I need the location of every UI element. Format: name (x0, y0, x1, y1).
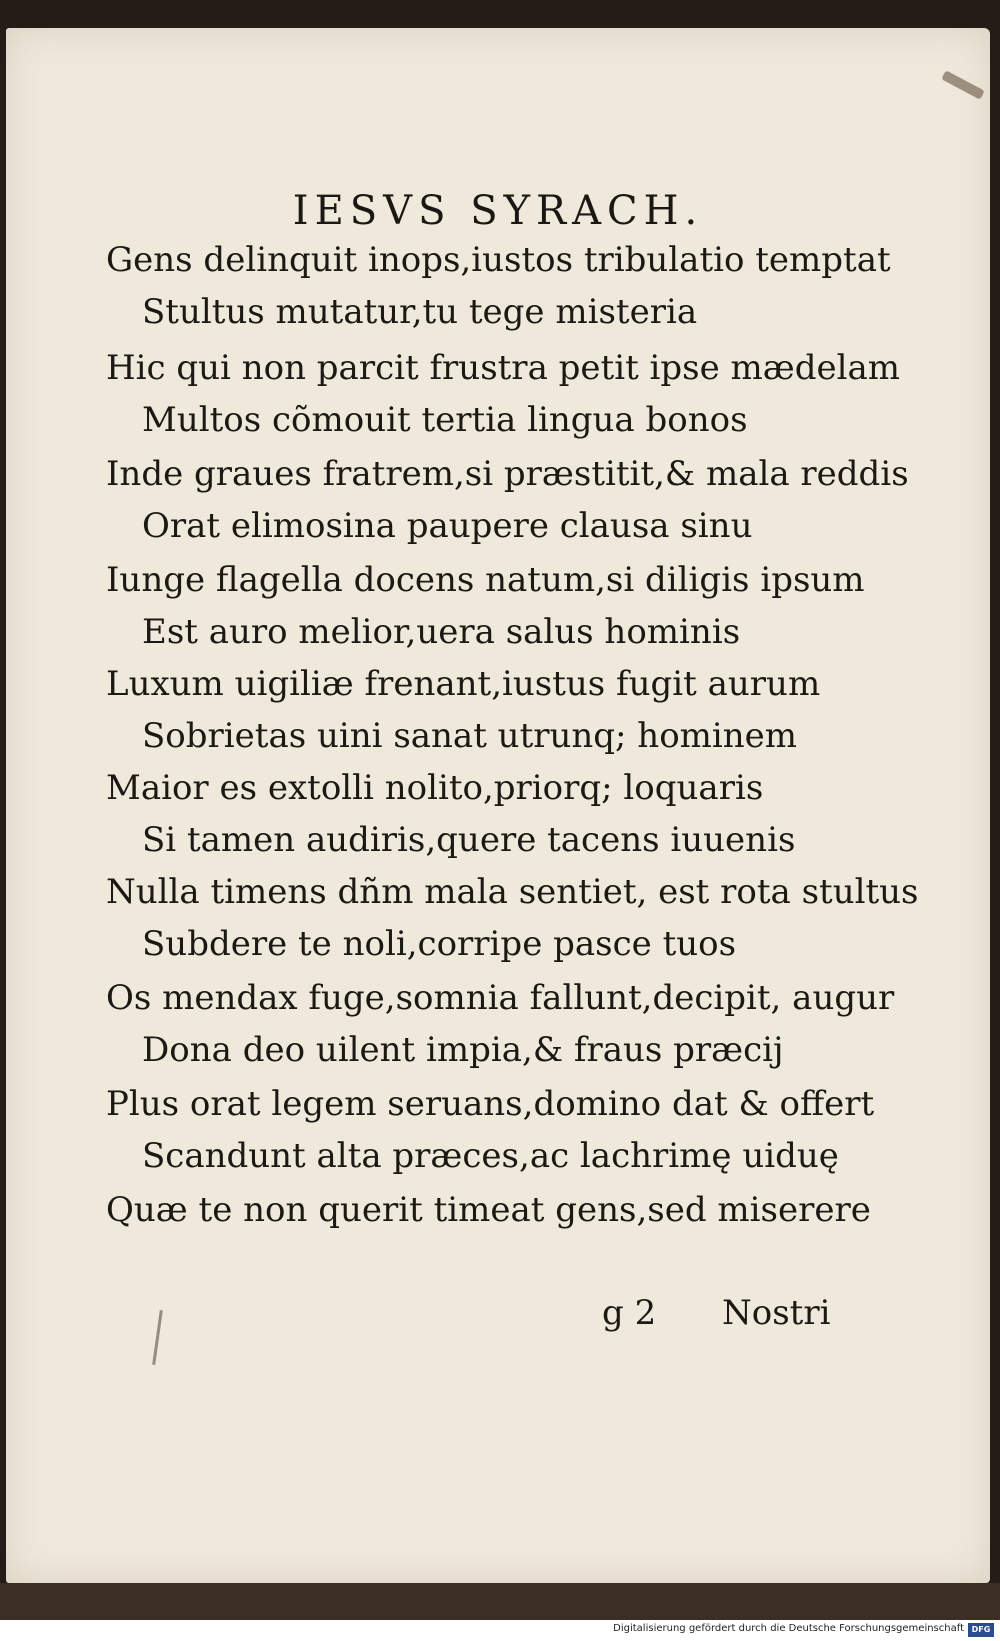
verse-line-indented: Dona deo uilent impia,& fraus præcij (142, 1030, 784, 1070)
verse-line: Nulla timens dñm mala sentiet, est rota stultus (106, 872, 919, 912)
verse-line-indented: Stultus mutatur,tu tege misteria (142, 292, 698, 332)
verse-line: Quæ te non querit timeat gens,sed miserere (106, 1190, 871, 1230)
catchword: Nostri (722, 1293, 831, 1333)
verse-line-indented: Si tamen audiris,quere tacens iuuenis (142, 820, 796, 860)
ink-stroke-mark (152, 1310, 163, 1365)
verse-line-indented: Subdere te noli,corripe pasce tuos (142, 924, 737, 964)
dfg-logo: DFG (968, 1623, 994, 1637)
paper-fold-mark (941, 70, 985, 99)
verse-line: Gens delinquit inops,iustos tribulatio temptat (106, 240, 891, 280)
verse-line: Maior es extolli nolito,priorq; loquaris (106, 768, 764, 808)
verse-line-indented: Orat elimosina paupere clausa sinu (142, 506, 753, 546)
verse-line-indented: Est auro melior,uera salus hominis (142, 612, 741, 652)
verse-line: Os mendax fuge,somnia fallunt,decipit, augur (106, 978, 895, 1018)
digitization-credit: Digitalisierung gefördert durch die Deutsche Forschungsgemeinschaft (613, 1623, 964, 1634)
running-head: IESVS SYRACH. (292, 188, 704, 234)
verse-line: Plus orat legem seruans,domino dat & offert (106, 1084, 875, 1124)
scan-bottom-edge (0, 1583, 1000, 1623)
verse-line-indented: Scandunt alta præces,ac lachrimę uiduę (142, 1136, 839, 1176)
verse-line: Hic qui non parcit frustra petit ipse mædelam (106, 348, 901, 388)
verse-line: Inde graues fratrem,si præstitit,& mala reddis (106, 454, 909, 494)
verse-line-indented: Sobrietas uini sanat utrunq; hominem (142, 716, 798, 756)
verse-line: Luxum uigiliæ frenant,iustus fugit aurum (106, 664, 821, 704)
signature-mark: g 2 (602, 1293, 657, 1333)
book-page (6, 28, 990, 1583)
verse-line-indented: Multos cõmouit tertia lingua bonos (142, 400, 748, 440)
verse-line: Iunge flagella docens natum,si diligis ipsum (106, 560, 865, 600)
